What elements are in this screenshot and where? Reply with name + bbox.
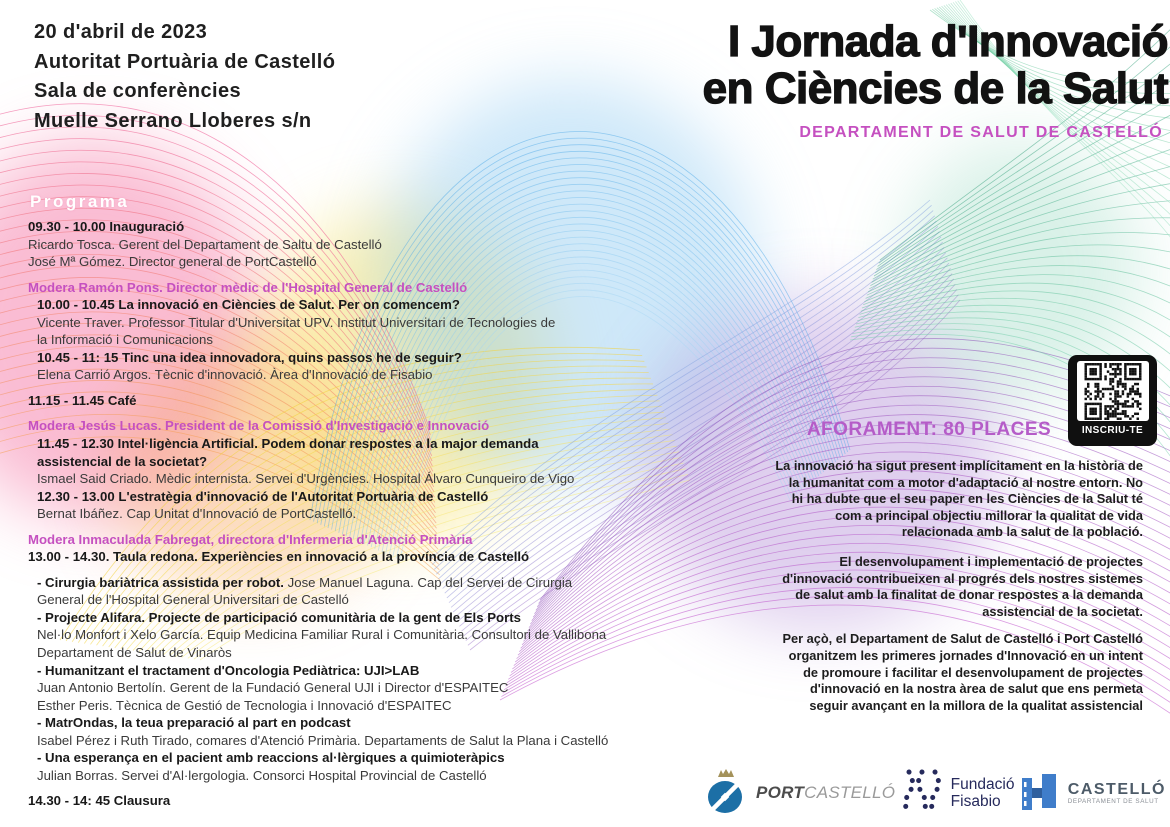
program-line: 10.45 - 11: 15 Tinc una idea innovadora, quins passos he de seguir? — [37, 349, 462, 365]
event-venue: Autoritat Portuària de Castelló — [34, 50, 336, 73]
title-line-2: en Ciències de la Salut — [702, 64, 1168, 113]
program-line: Bernat Ibáñez. Cap Unitat d'Innovació de PortCastelló. — [37, 506, 357, 522]
program-line: - Projecte Alifara. Projecte de participació comunitària de la gent de Els Ports — [37, 609, 521, 625]
about-text — [775, 458, 1143, 714]
program-line: 12.30 - 13.00 L'estratègia d'innovació de l'Autoritat Portuària de Castelló — [37, 488, 489, 504]
program-line: 11.45 - 12.30 Intel·ligència Artificial. Podem donar respostes a la major demanda — [37, 436, 539, 452]
program-line: 14.30 - 14: 45 Clausura — [28, 793, 171, 809]
program-line: 11.15 - 11.45 Café — [28, 392, 137, 408]
portcastello-icon — [700, 767, 748, 819]
program-line: Vicente Traver. Professor Titular d'Universitat UPV. Institut Universitari de Tecnologies de — [37, 314, 556, 330]
program-line: 10.00 - 10.45 La innovació en Ciències de Salut. Per on comencem? — [37, 297, 460, 313]
event-info — [34, 18, 594, 136]
program-line: 13.00 - 14.30. Taula redona. Experiències en innovació a la província de Castelló — [28, 549, 530, 565]
program-line: Ismael Said Criado. Mèdic internista. Servei d'Urgències. Hospital Álvaro Cunqueiro de Vigo — [37, 471, 575, 487]
program-line: Elena Carrió Argos. Tècnic d'innovació. Àrea d'Innovació de Fisabio — [37, 367, 433, 383]
program-heading: Programa — [30, 192, 130, 211]
qr-label: INSCRIU-TE — [1081, 425, 1144, 436]
program-line: Modera Jesús Lucas. President de la Comissió d'Investigació e Innovació — [28, 418, 490, 434]
about-paragraph-3: Per açò, el Departament de Salut de Castelló i Port Castelló organitzem les primeres jornades d'Innovació en un intent de promoure i facilitar el desenvolupament de projectes d'innovació en la nostra àrea de salut que ens permeta seguir avançant en la millora de la qualitat assistencial — [782, 631, 1143, 713]
program-line: 09.30 - 10.00 Inauguració — [28, 219, 185, 234]
about-paragraph-1: La innovació ha sigut present implícitament en la història de la humanitat com a motor d'adaptació al nostre entorn. No hi ha dubte que el seu paper en les Ciències de la Salut té com a principal objectiu millorar la qualitat de vida relacionada amb la salut de la població. — [775, 458, 1143, 540]
footer-logos — [700, 765, 1166, 820]
title-subtitle: DEPARTAMENT DE SALUT DE CASTELLÓ — [799, 124, 1163, 141]
program-line: - Una esperança en el pacient amb reaccions al·lèrgiques a quimioteràpics — [37, 750, 505, 766]
program-line: Ricardo Tosca. Gerent del Departament de Saltu de Castelló — [28, 236, 382, 252]
program-line: Modera Inmaculada Fabregat, directora d'Infermeria d'Atenció Primària — [28, 531, 473, 547]
program-line: General de l'Hospital General Universitari de Castelló — [37, 592, 349, 608]
page-title — [560, 18, 1168, 112]
program-line: Isabel Pérez i Ruth Tirado, comares d'Atenció Primària. Departaments de Salut la Plana i Castelló — [37, 732, 609, 748]
portcastello-logo — [700, 767, 895, 819]
castello-salut-logo — [1020, 770, 1166, 816]
program-list — [28, 218, 734, 810]
event-date: 20 d'abril de 2023 — [34, 21, 208, 43]
fisabio-wordmark: Fundació Fisabio — [950, 775, 1015, 810]
castello-salut-icon — [1020, 770, 1060, 816]
program-line: - MatrOndas, la teua preparació al part en podcast — [37, 715, 351, 731]
program-line: Modera Ramón Pons. Director mèdic de l'Hospital General de Castelló — [28, 279, 468, 295]
about-paragraph-2: El desenvolupament i implementació de projectes d'innovació contribueixen al progrés dels nostres sistemes de salut amb la finalitat de donar respostes a la demanda assistencial de la societat. — [782, 553, 1143, 619]
title-line-1: I Jornada d'Innovació — [727, 17, 1168, 66]
program-line: Esther Peris. Tècnica de Gestió de Tecnologia i Innovació d'ESPAITEC — [37, 697, 452, 713]
event-address: Muelle Serrano Lloberes s/n — [34, 109, 312, 132]
capacity-text: AFORAMENT: 80 PLACES — [806, 419, 1052, 440]
program-line: assistencial de la societat? — [37, 453, 208, 469]
program-line: Julian Borras. Servei d'Al·lergologia. Consorci Hospital Provincial de Castelló — [37, 767, 487, 783]
program-line: la Informació i Comunicacions — [37, 332, 213, 348]
program-line: José Mª Gómez. Director general de PortCastelló — [28, 254, 317, 270]
program-line: Nel·lo Monfort i Xelo García. Equip Medicina Familiar Rural i Comunitària. Consultori de Vallibona — [37, 627, 607, 643]
fisabio-logo — [901, 768, 1015, 818]
event-room: Sala de conferències — [34, 80, 241, 102]
program-line: Departament de Salut de Vinaròs — [37, 645, 232, 661]
qr-registration-block — [1068, 355, 1157, 446]
program-line: - Humanitzant el tractament d'Oncologia Pediàtrica: UJI>LAB — [37, 662, 420, 678]
program-line: Juan Antonio Bertolín. Gerent de la Fundació General UJI i Director d'ESPAITEC — [37, 680, 509, 696]
fisabio-icon — [901, 768, 943, 818]
portcastello-wordmark: PORTCASTELLÓ — [756, 782, 896, 802]
program-line: - Cirurgia bariàtrica assistida per robot. Jose Manuel Laguna. Cap del Servei de Cirurgia — [37, 574, 573, 590]
castello-salut-wordmark: CASTELLÓ DEPARTAMENT DE SALUT — [1067, 780, 1166, 805]
qr-code — [1077, 361, 1149, 421]
